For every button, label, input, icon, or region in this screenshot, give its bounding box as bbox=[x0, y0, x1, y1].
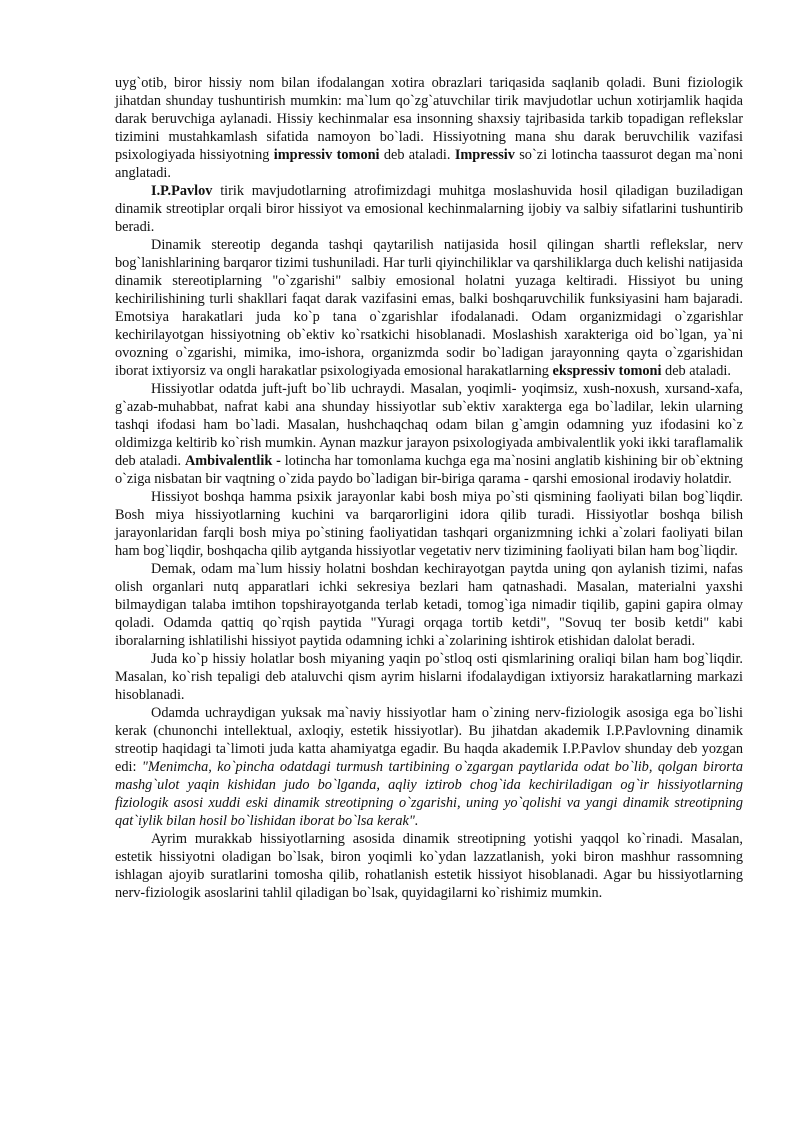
bold-term: Impressiv bbox=[454, 147, 515, 163]
text-run: Juda ko`p hissiy holatlar bosh miyaning yaqin po`stloq osti qismlarining oraliqi bilan ham bog`liqdir. Masalan, ko`rish tepaligi deb ataluvchi qism ayrim hislarni ifodalaydigan ixtiyorsiz harakatlarning markazi hisoblanadi. bbox=[115, 651, 743, 703]
text-run: Demak, odam ma`lum hissiy holatni boshdan kechirayotgan paytda uning qon aylanish tizimi, nafas olish organlari nutq apparatlari ichki sekresiya bezlari ham qatnashadi. Masalan, materialni yaxshi bilmaydigan talaba imtihon topshirayotganda terlab ketadi, tomog`iga nimadir tiqilib, gapini gapira olmay qoladi. Odamda qattiq qo`rqish paytida "Yuragi orqaga tortib ketdi", "Sovuq ter bosib ketdi" kabi iboralarning ishlatilishi hissiyot paytida odamning ichki a`zolarining ishtirok etishidan dalolat beradi. bbox=[115, 561, 743, 649]
text-run: uyg`otib, biror hissiy nom bilan ifodalangan xotira obrazlari tariqasida saqlanib qoladi. Buni fiziologik jihatdan shunday tushuntirish mumkin: ma`lum qo`zg`atuvchilar tirik mavjudotlar uchun xotirjamlik haqida darak beruvchiga aylanadi. Hissiy kechinmalar esa insonning shaxsiy tajribasida tarkib topadigan reflekslar tizimini mustahkamlash sifatida namoyon bo`ladi. Hissiyotning mana shu darak beruvchilik vazifasi psixologiyada hissiyotning bbox=[115, 75, 743, 163]
bold-term: I.P.Pavlov bbox=[151, 183, 213, 199]
text-run: lotincha har tomonlama kuchga ega ma`nosini anglatib kishining bir ob`ektning o`ziga nisbatan bir vaqtning o`zida paydo bo`ladigan bir-biriga qarama - qarshi emosional irodaviy holatdir. bbox=[115, 453, 743, 487]
text-run: Hissiyot boshqa hamma psixik jarayonlar kabi bosh miya po`sti qismining faoliyati bilan bog`liqdir. Bosh miya hissiyotlarning kuchini va barqarorligini idora qilib turadi. Hissiyotlar boshqa bilish jarayonlaridan farqli bosh miya po`stining faoliyatidan tashqari organizmning ichki a`zolari faoliyati bilan ham bog`liqdir, boshqacha qilib aytganda hissiyotlar vegetativ nerv tizimining faoliyati bilan ham bog`liqdir. bbox=[115, 489, 743, 559]
bold-term: Ambivalentlik - bbox=[184, 453, 281, 469]
paragraph-postloq bbox=[115, 650, 743, 704]
quote-italic: "Menimcha, ko`pincha odatdagi turmush tartibining o`zgargan paytlarida odat bo`lib, qolgan birorta mashg`ulot yaqin kishidan judo bo`lganda, aqliy iztirob chog`ida kechiriladigan og`ir hissiyotlarning fiziologik asosi xuddi eski dinamik streotipning o`zgarishi, uning yo`qolishi va yangi dinamik streotipning qat`iylik bilan hosil bo`lishidan iborat bo`lsa kerak". bbox=[115, 759, 743, 829]
paragraph-dinamik-stereotip bbox=[115, 236, 743, 380]
text-run: Dinamik stereotip deganda tashqi qaytarilish natijasida hosil qilingan shartli reflekslar, nerv bog`lanishlarining barqaror tizimi tushuniladi. Har turli qiyinchiliklar va qarshiliklarga duch kelishi natijasida dinamik stereotiplarning "o`zgarishi" salbiy emosional holatni yuzaga keltiradi. Hissiyot bu uning kechirilishining turli shakllari faqat darak vazifasini emas, balki boshqaruvchilik funksiyasini ham bajaradi. Emotsiya harakatlari juda ko`p tana o`zgarishlar ifodalanadi. Odam organizmidagi o`zgarishlar kechirilayotgan hissiyotning ob`ektiv ko`rsatkichi hisoblanadi. Moslashish xarakteriga oid bo`lgan, ya`ni ovozning o`zgarishi, mimika, imo-ishora, organizmda sodir bo`ladigan jarayonning qayta o`zgarishidan iborat ixtiyorsiz va ongli harakatlar psixologiyada emosional harakatlarning bbox=[115, 237, 743, 379]
bold-term: impressiv tomoni bbox=[273, 147, 380, 163]
paragraph-pavlov bbox=[115, 182, 743, 236]
text-run: Ayrim murakkab hissiyotlarning asosida dinamik streotipning yotishi yaqqol ko`rinadi. Masalan, estetik hissiyotni oladigan bo`lsak, biron yoqimli ko`ydan lazzatlanish, yoki biron mashhur rassomning ishlagan ajoyib suratlarini tomosha qilib, rohatlanish estetik hissiyot hisoblanadi. Agar bu hissiyotlarning nerv-fiziologik asoslarini tahlil qiladigan bo`lsak, quyidagilarni ko`rishimiz mumkin. bbox=[115, 831, 743, 901]
text-run: Hissiyotlar odatda juft-juft bo`lib uchraydi. Masalan, yoqimli- yoqimsiz, xush-noxush, xursand-xafa, g`azab-muhabbat, nafrat kabi ana shunday hissiyotlar sub`ektiv xarakterga ega bo`ladilar, lekin ularning tashqi ifodasi ham bo`ladi. Masalan, hushchaqchaq odam bilan g`amgin odamning yuz ifodasini ko`z oldimizga keltirib ko`rish mumkin. Aynan mazkur jarayon psixologiyada ambivalentlik yoki ikki taraflamalik deb ataladi. bbox=[115, 381, 743, 469]
document-page bbox=[115, 74, 743, 902]
text-run: deb ataladi. bbox=[661, 363, 731, 379]
paragraph-murakkab-hissiyotlar bbox=[115, 830, 743, 902]
bold-term: ekspressiv tomoni bbox=[552, 363, 662, 379]
paragraph-demak bbox=[115, 560, 743, 650]
text-run: so`zi lotincha taassurot degan ma`noni anglatadi. bbox=[115, 147, 743, 181]
text-run: tirik mavjudotlarning atrofimizdagi muhitga moslashuvida hosil qiladigan buziladigan dinamik streotiplar orqali biror hissiyot va emosional kechinmalarning ijobiy va salbiy sifatlarini tushuntirib beradi. bbox=[115, 183, 743, 235]
paragraph-manaviy-hissiyotlar bbox=[115, 704, 743, 830]
paragraph-bosh-miya bbox=[115, 488, 743, 560]
text-run: deb ataladi. bbox=[379, 147, 455, 163]
paragraph-impressiv bbox=[115, 74, 743, 182]
text-run: Odamda uchraydigan yuksak ma`naviy hissiyotlar ham o`zining nerv-fiziologik asosiga ega bo`lishi kerak (chunonchi intellektual, axloqiy, estetik hissiyotlar). Bu jihatdan akademik I.P.Pavlovning dinamik streotip haqidagi ta`limoti juda katta ahamiyatga egadir. Bu haqda akademik I.P.Pavlov shunday deb yozgan edi: bbox=[115, 705, 743, 775]
paragraph-ambivalentlik bbox=[115, 380, 743, 488]
